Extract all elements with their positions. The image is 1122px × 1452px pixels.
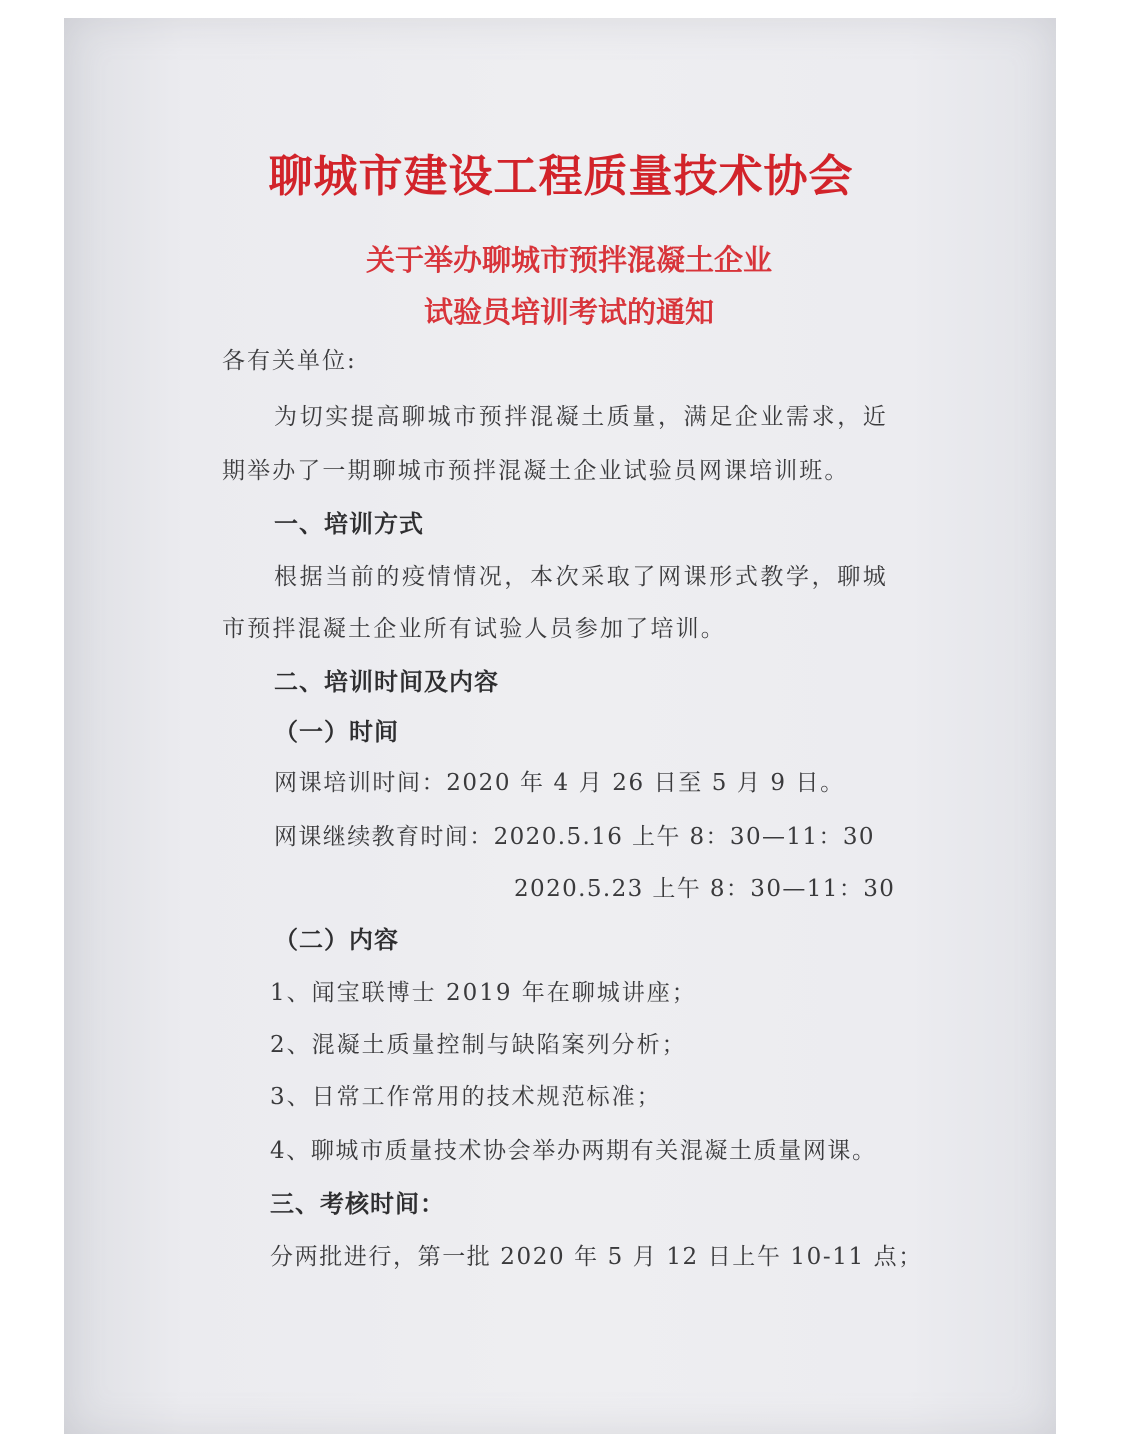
paper-sheet [64, 18, 1056, 1434]
content-item-3: 3、日常工作常用的技术规范标准； [270, 1084, 662, 1110]
training-time: 网课培训时间：2020 年 4 月 26 日至 5 月 9 日。 [274, 770, 845, 796]
content-item-4: 4、聊城市质量技术协会举办两期有关混凝土质量网课。 [270, 1138, 877, 1164]
intro-line-1: 为切实提高聊城市预拌混凝土质量，满足企业需求，近 [274, 404, 889, 430]
content-item-2: 2、混凝土质量控制与缺陷案列分析； [270, 1032, 687, 1058]
section-2-sub-1-heading: （一）时间 [274, 718, 399, 746]
continuing-education-time-2: 2020.5.23 上午 8：30—11：30 [514, 876, 896, 902]
section-3-line-1: 分两批进行，第一批 2020 年 5 月 12 日上午 10-11 点； [270, 1244, 923, 1270]
intro-line-2: 期举办了一期聊城市预拌混凝土企业试验员网课培训班。 [222, 458, 850, 484]
content-item-1: 1、闻宝联博士 2019 年在聊城讲座； [270, 980, 697, 1006]
section-2-sub-2-heading: （二）内容 [274, 926, 399, 954]
notice-title-line-2: 试验员培训考试的通知 [423, 295, 714, 329]
section-2-heading: 二、培训时间及内容 [274, 668, 499, 696]
organization-title: 聊城市建设工程质量技术协会 [268, 151, 854, 202]
section-1-line-1: 根据当前的疫情情况，本次采取了网课形式教学，聊城 [274, 564, 889, 590]
section-1-heading: 一、培训方式 [274, 510, 424, 538]
continuing-education-time-1: 网课继续教育时间：2020.5.16 上午 8：30—11：30 [274, 824, 875, 850]
section-1-line-2: 市预拌混凝土企业所有试验人员参加了培训。 [222, 616, 726, 642]
notice-title-line-1: 关于举办聊城市预拌混凝土企业 [365, 243, 772, 277]
section-3-heading: 三、考核时间： [270, 1190, 445, 1218]
salutation: 各有关单位: [222, 348, 357, 374]
